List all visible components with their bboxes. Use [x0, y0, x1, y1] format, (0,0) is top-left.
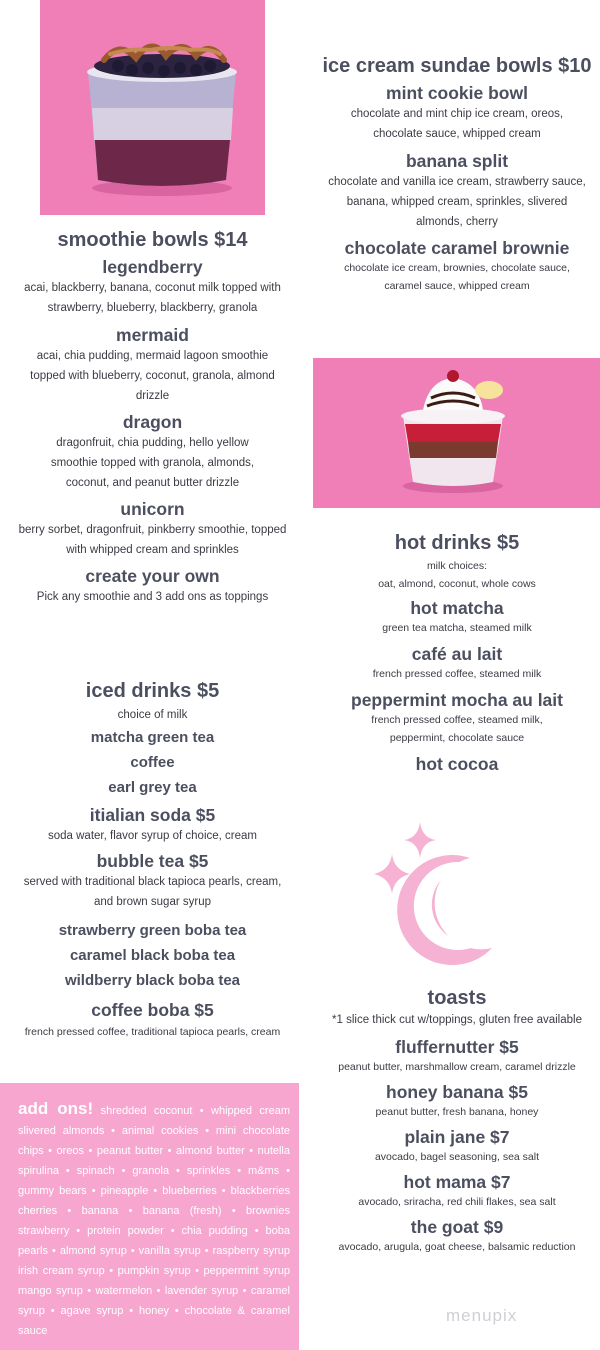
toasts-section — [312, 986, 600, 1256]
item-name: unicorn — [120, 499, 185, 519]
addons-box — [0, 1083, 299, 1350]
coffee-boba-desc: french pressed coffee, traditional tapioca pearls, cream — [24, 1026, 281, 1038]
item-desc: french pressed coffee, steamed milk, peppermint, chocolate sauce — [371, 714, 543, 744]
item-name: fluffernutter $5 — [395, 1037, 519, 1057]
item-name: peppermint mocha au lait — [351, 690, 563, 710]
coffee-boba-title: coffee boba $5 — [91, 1000, 214, 1020]
milk-choices-list: oat, almond, coconut, whole cows — [378, 578, 536, 590]
menu-item — [312, 597, 600, 637]
bubble-tea-desc: served with traditional black tapioca pearls, cream, and brown sugar syrup — [23, 876, 282, 908]
milk-choices-label: milk choices: — [426, 560, 488, 572]
item-desc: french pressed coffee, steamed milk — [372, 668, 542, 680]
sundae-section — [312, 54, 600, 295]
italian-soda-title: itialian soda $5 — [89, 805, 216, 825]
smoothie-section — [10, 228, 295, 607]
italian-soda-desc: soda water, flavor syrup of choice, cream — [47, 830, 257, 842]
item-name: dragon — [122, 412, 183, 432]
item-name: legendberry — [102, 257, 203, 277]
menu-item — [312, 1216, 600, 1256]
boba-item: strawberry green boba tea — [58, 922, 247, 939]
item-name: hot mama $7 — [403, 1172, 511, 1192]
item-name: plain jane $7 — [404, 1127, 510, 1147]
hot-cocoa: hot cocoa — [415, 754, 499, 774]
toasts-title: toasts — [427, 987, 487, 1009]
menu-item — [312, 1126, 600, 1166]
item-name: hot matcha — [410, 598, 504, 618]
menu-item — [312, 150, 600, 232]
toasts-note: *1 slice thick cut w/toppings, gluten free available — [332, 1014, 582, 1026]
menu-item — [312, 689, 600, 747]
menu-item — [10, 256, 295, 318]
item-desc: dragonfruit, chia pudding, hello yellow smoothie topped with granola, almonds, coconut, and peanut butter drizzle — [50, 437, 255, 489]
item-desc: chocolate ice cream, brownies, chocolate sauce, caramel sauce, whipped cream — [344, 262, 570, 292]
item-desc: Pick any smoothie and 3 add ons as toppings — [36, 591, 269, 603]
hot-title: hot drinks $5 — [394, 532, 520, 554]
iced-title: iced drinks $5 — [85, 680, 220, 702]
moon-stars-icon — [372, 818, 512, 968]
iced-item: earl grey tea — [108, 779, 197, 796]
boba-item: caramel black boba tea — [69, 947, 236, 964]
menu-item — [10, 411, 295, 493]
item-name: the goat $9 — [410, 1217, 504, 1237]
menu-item — [10, 565, 295, 607]
iced-item: coffee — [130, 754, 175, 771]
item-desc: avocado, sriracha, red chili flakes, sea salt — [358, 1196, 556, 1208]
item-desc: chocolate and vanilla ice cream, strawberry sauce, banana, whipped cream, sprinkles, slivered almonds, cherry — [328, 176, 586, 228]
boba-item: wildberry black boba tea — [64, 972, 241, 989]
item-desc: green tea matcha, steamed milk — [382, 622, 532, 634]
sundae-title: ice cream sundae bowls $10 — [322, 55, 592, 77]
menu-item — [312, 643, 600, 683]
item-name: honey banana $5 — [386, 1082, 528, 1102]
menu-item — [312, 1171, 600, 1211]
menu-item — [312, 237, 600, 295]
menu-item — [312, 1081, 600, 1121]
watermark: menupix — [446, 1306, 518, 1325]
menu-item — [10, 498, 295, 560]
addons-list: shredded coconut • whipped cream slivered almonds • animal cookies • mini chocolate chips • oreos • peanut butter • almond butter • nutella spirulina • spinach • granola • sprinkles • m&ms • gummy bears • pineapple • blueberries • blackberries cherries • banana • banana (fresh) • brownies strawberry • protein powder • chia pudding • boba pearls • almond syrup • vanilla syrup • raspberry syrup irish cream syrup • pumpkin syrup • peppermint syrup mango syrup • watermelon • lavender syrup • caramel syrup • agave syrup • honey • chocolate & caramel sauce — [18, 1105, 290, 1337]
iced-milk: choice of milk — [117, 709, 188, 721]
item-desc: acai, blackberry, banana, coconut milk topped with strawberry, blueberry, blackberry, granola — [24, 282, 281, 314]
sundae-photo — [313, 358, 600, 508]
item-desc: chocolate and mint chip ice cream, oreos, chocolate sauce, whipped cream — [350, 108, 564, 140]
menu-item — [312, 1036, 600, 1076]
addons-title: add ons! — [18, 1099, 94, 1118]
item-desc: berry sorbet, dragonfruit, pinkberry smoothie, topped with whipped cream and sprinkles — [18, 524, 287, 556]
smoothie-bowl-photo — [40, 0, 265, 215]
bubble-tea-title: bubble tea $5 — [96, 851, 209, 871]
item-desc: peanut butter, fresh banana, honey — [375, 1106, 539, 1118]
menu-item — [10, 324, 295, 406]
item-desc: acai, chia pudding, mermaid lagoon smoothie topped with blueberry, coconut, granola, almond drizzle — [30, 350, 275, 402]
addons-text — [18, 1099, 290, 1341]
hot-section — [312, 531, 600, 775]
smoothie-title: smoothie bowls $14 — [57, 229, 248, 251]
item-desc: avocado, arugula, goat cheese, balsamic reduction — [338, 1241, 576, 1253]
item-name: banana split — [405, 151, 509, 171]
item-desc: avocado, bagel seasoning, sea salt — [374, 1151, 540, 1163]
item-name: mint cookie bowl — [386, 83, 528, 103]
iced-item: matcha green tea — [90, 729, 215, 746]
item-name: mermaid — [116, 325, 189, 345]
item-name: café au lait — [411, 644, 503, 664]
menu-item — [312, 82, 600, 144]
item-name: chocolate caramel brownie — [344, 238, 570, 258]
item-name: create your own — [85, 566, 220, 586]
iced-section — [10, 679, 295, 1041]
item-desc: peanut butter, marshmallow cream, caramel drizzle — [338, 1061, 576, 1073]
